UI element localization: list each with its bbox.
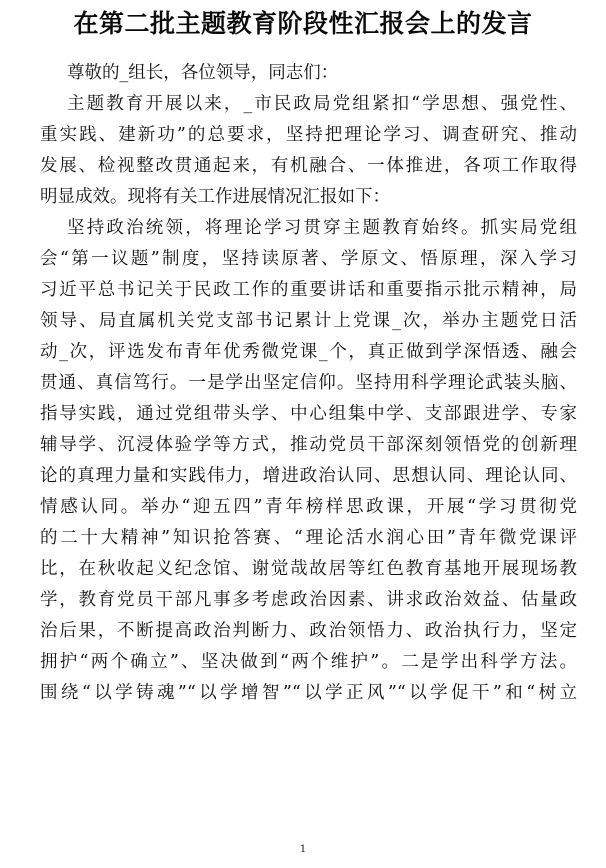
body-line: 学，教育党员干部凡事多考虑政治因素、讲求政治效益、估量政: [40, 590, 577, 610]
body-line: 的二十大精神”知识抢答赛、“理论活水润心田”青年微党课评: [40, 528, 577, 548]
body-line: 坚持政治统领，将理论学习贯穿主题教育始终。抓实局党组: [67, 218, 577, 238]
body-line: 指导实践，通过党组带头学、中心组集中学、支部跟进学、专家: [40, 404, 577, 424]
body-line: 论的真理力量和实践伟力，增进政治认同、思想认同、理论认同、: [40, 466, 577, 486]
body-line: 拥护“两个确立”、坚决做到“两个维护”。二是学出科学方法。: [40, 652, 577, 672]
body-line: 主题教育开展以来，_市民政局党组紧扣“学思想、强党性、: [67, 94, 577, 114]
body-line: 会“第一议题”制度，坚持读原著、学原文、悟原理，深入学习: [40, 249, 577, 269]
body-line: 发展、检视整改贯通起来，有机融合、一体推进，各项工作取得: [40, 156, 577, 176]
body-line: 比，在秋收起义纪念馆、谢觉哉故居等红色教育基地开展现场教: [40, 559, 577, 579]
body-line: 治后果，不断提高政治判断力、政治领悟力、政治执行力，坚定: [40, 621, 577, 641]
body-line: 习近平总书记关于民政工作的重要讲话和重要指示批示精神，局: [40, 280, 577, 300]
page-number: 1: [299, 844, 307, 855]
body-line: 贯通、真信笃行。一是学出坚定信仰。坚持用科学理论武装头脑、: [40, 373, 577, 393]
body-line: 尊敬的_组长，各位领导，同志们：: [67, 63, 339, 83]
body-line: 情感认同。举办“迎五四”青年榜样思政课，开展“学习贯彻党: [40, 497, 577, 517]
body-line: 辅导学、沉浸体验学等方式，推动党员干部深刻领悟党的创新理: [40, 435, 577, 455]
body-line: 明显成效。现将有关工作进展情况汇报如下：: [40, 187, 390, 207]
body-line: 重实践、建新功”的总要求，坚持把理论学习、调查研究、推动: [40, 125, 577, 145]
body-line: 动_次，评选发布青年优秀微党课_个，真正做到学深悟透、融会: [40, 342, 577, 362]
document-body: [40, 58, 577, 709]
document-title: 在第二批主题教育阶段性汇报会上的发言: [73, 9, 533, 38]
body-line: 围绕“以学铸魂”“以学增智”“以学正风”“以学促干”和“树立: [40, 683, 577, 703]
body-line: 领导、局直属机关党支部书记累计上党课_次，举办主题党日活: [40, 311, 577, 331]
